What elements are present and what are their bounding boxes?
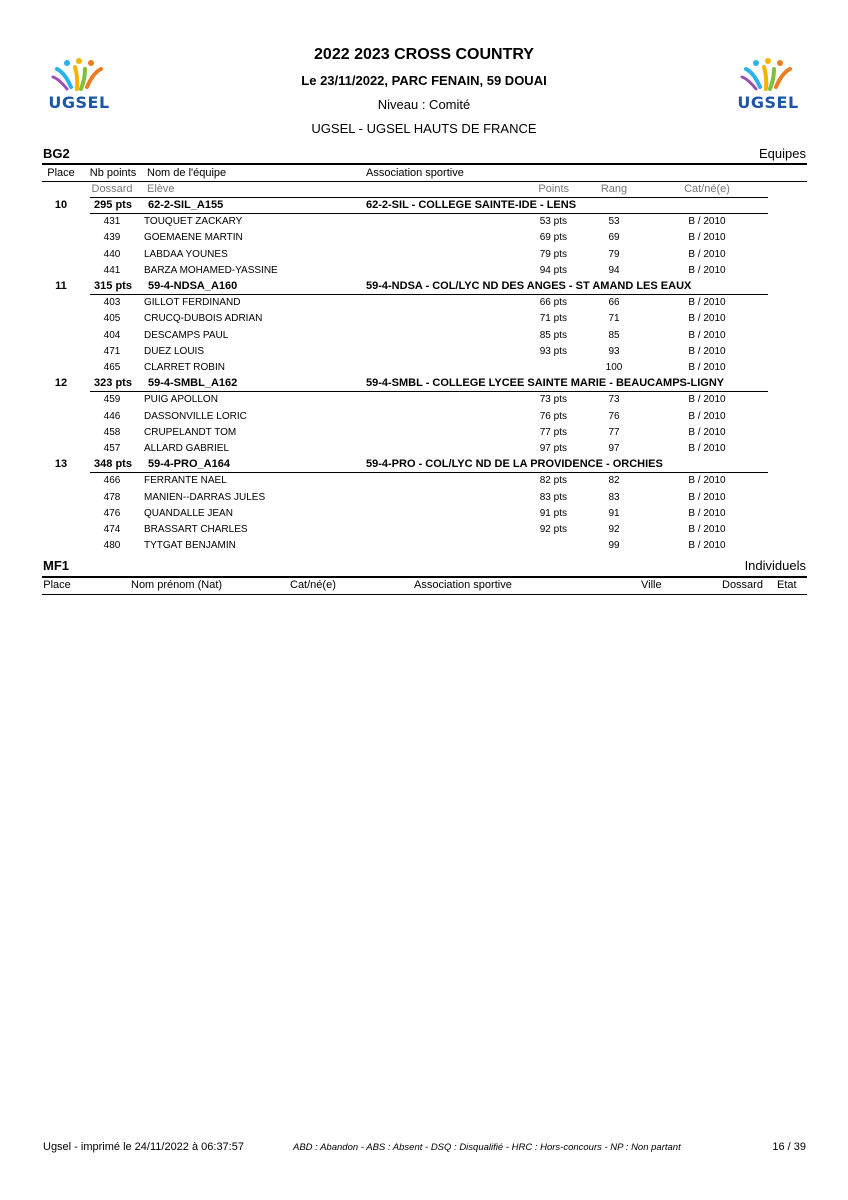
member-rang: 100 (605, 362, 623, 373)
team-association: 59-4-NDSA - COL/LYC ND DES ANGES - ST AMAND LES EAUX (366, 280, 692, 292)
member-points: 97 pts (539, 443, 567, 454)
subcol-eleve: Elève (147, 183, 175, 195)
member-name: DASSONVILLE LORIC (144, 410, 247, 422)
member-dossard: 465 (103, 362, 121, 373)
member-dossard: 476 (103, 507, 121, 519)
col2-etat: Etat (777, 579, 797, 591)
col-asso: Association sportive (366, 167, 464, 179)
member-row (0, 330, 848, 346)
logo-text: UGSEL (48, 93, 110, 112)
member-points: 91 pts (539, 507, 567, 519)
subheader-divider (90, 197, 768, 198)
member-rang: 91 (608, 507, 620, 519)
team-place: 11 (55, 280, 67, 292)
member-dossard: 478 (103, 491, 121, 503)
member-name: TYTGAT BENJAMIN (144, 540, 236, 552)
team-row-divider (90, 472, 768, 473)
page-title: 2022 2023 CROSS COUNTRY (314, 46, 534, 63)
member-category: B / 2010 (688, 362, 726, 373)
member-category: B / 2010 (688, 540, 726, 552)
member-rang: 97 (608, 443, 620, 454)
col2-asso: Association sportive (414, 579, 512, 591)
member-category: B / 2010 (688, 491, 726, 503)
member-points: 73 pts (539, 394, 567, 406)
subcol-dossard: Dossard (91, 183, 133, 195)
member-dossard: 405 (103, 313, 121, 325)
team-name: 59-4-SMBL_A162 (148, 377, 238, 390)
member-name: FERRANTE NAEL (144, 475, 227, 487)
member-category: B / 2010 (688, 297, 726, 309)
member-name: LABDAA YOUNES (144, 248, 228, 260)
member-name: GILLOT FERDINAND (144, 297, 241, 309)
member-category: B / 2010 (688, 394, 726, 406)
col2-place: Place (43, 579, 71, 591)
member-category: B / 2010 (688, 216, 726, 228)
member-row (0, 540, 848, 556)
member-row (0, 313, 848, 329)
organizer-label: UGSEL - UGSEL HAUTS DE FRANCE (311, 121, 537, 136)
member-rang: 69 (608, 232, 620, 244)
team-row-divider (90, 294, 768, 295)
member-row (0, 346, 848, 362)
member-name: PUIG APOLLON (144, 394, 218, 406)
section-divider (42, 163, 807, 165)
member-rang: 76 (608, 410, 620, 422)
section-kind: Equipes (759, 146, 806, 161)
member-rang: 77 (608, 426, 620, 438)
team-points: 315 pts (94, 280, 132, 292)
member-dossard: 440 (103, 248, 121, 260)
member-points: 94 pts (539, 264, 567, 276)
member-points: 83 pts (539, 491, 567, 503)
member-category: B / 2010 (688, 426, 726, 438)
member-row (0, 475, 848, 491)
member-points: 93 pts (539, 345, 567, 357)
member-category: B / 2010 (688, 264, 726, 276)
member-row (0, 411, 848, 427)
member-category: B / 2010 (688, 232, 726, 244)
section2-code: MF1 (43, 558, 69, 573)
legend: ABD : Abandon - ABS : Absent - DSQ : Disqualifié - HRC : Hors-concours - NP : Non partant (293, 1142, 681, 1153)
member-dossard: 480 (103, 540, 121, 552)
member-row (0, 443, 848, 459)
member-name: ALLARD GABRIEL (144, 443, 230, 454)
member-rang: 79 (608, 248, 620, 260)
level-label: Niveau : Comité (377, 97, 471, 112)
subcol-cat: Cat/né(e) (684, 183, 730, 195)
member-row (0, 249, 848, 265)
member-category: B / 2010 (688, 507, 726, 519)
section-code: BG2 (43, 146, 70, 161)
member-name: BRASSART CHARLES (144, 524, 248, 535)
member-points: 66 pts (539, 297, 567, 309)
member-points: 85 pts (539, 329, 567, 341)
member-name: QUANDALLE JEAN (144, 507, 233, 519)
logo-text: UGSEL (737, 93, 799, 112)
member-name: DUEZ LOUIS (144, 345, 205, 357)
member-dossard: 439 (103, 232, 121, 244)
member-dossard: 466 (103, 475, 121, 487)
col2-cat: Cat/né(e) (290, 579, 336, 591)
member-rang: 82 (608, 475, 620, 487)
member-dossard: 459 (103, 394, 121, 406)
team-place: 10 (54, 199, 68, 211)
col2-dossard: Dossard (722, 579, 763, 591)
member-row (0, 216, 848, 232)
member-row (0, 265, 848, 281)
member-category: B / 2010 (688, 475, 726, 487)
col-points: Nb points (89, 167, 137, 179)
member-points: 69 pts (539, 232, 567, 244)
col-team: Nom de l'équipe (147, 167, 227, 179)
team-points: 323 pts (94, 377, 132, 390)
member-rang: 73 (608, 394, 620, 406)
subcol-points: Points (538, 183, 569, 195)
col2-ville: Ville (641, 579, 662, 591)
member-row (0, 297, 848, 313)
section2-header-divider (42, 594, 807, 595)
member-rang: 71 (608, 313, 620, 325)
section2-divider (42, 576, 807, 578)
team-place: 12 (54, 377, 68, 390)
member-rang: 53 (608, 216, 620, 228)
member-category: B / 2010 (688, 410, 726, 422)
team-points: 348 pts (94, 458, 132, 471)
print-info: Ugsel - imprimé le 24/11/2022 à 06:37:57 (43, 1141, 244, 1153)
member-rang: 92 (608, 524, 620, 535)
member-dossard: 441 (103, 264, 121, 276)
member-points: 71 pts (539, 313, 567, 325)
subcol-rang: Rang (600, 183, 628, 195)
member-category: B / 2010 (688, 443, 726, 454)
member-points: 76 pts (539, 410, 567, 422)
team-row-divider (90, 213, 768, 214)
team-points: 295 pts (94, 199, 132, 211)
member-points: 53 pts (539, 216, 567, 228)
member-rang: 85 (608, 329, 620, 341)
member-points: 77 pts (539, 426, 567, 438)
member-name: DESCAMPS PAUL (144, 329, 229, 341)
member-dossard: 446 (103, 410, 121, 422)
section2-kind: Individuels (744, 558, 806, 573)
member-rang: 83 (608, 491, 620, 503)
member-row (0, 362, 848, 378)
team-name: 59-4-NDSA_A160 (148, 280, 238, 292)
member-dossard: 471 (103, 345, 121, 357)
member-dossard: 431 (103, 216, 121, 228)
team-place: 13 (54, 458, 68, 471)
member-category: B / 2010 (688, 313, 726, 325)
member-rang: 93 (608, 345, 620, 357)
page-number: 16 / 39 (772, 1141, 806, 1153)
event-subtitle: Le 23/11/2022, PARC FENAIN, 59 DOUAI (301, 73, 547, 88)
member-points: 79 pts (539, 248, 567, 260)
team-name: 59-4-PRO_A164 (148, 458, 230, 471)
member-dossard: 474 (103, 524, 121, 535)
member-dossard: 458 (103, 426, 121, 438)
team-association: 59-4-PRO - COL/LYC ND DE LA PROVIDENCE - ORCHIES (366, 458, 663, 471)
member-category: B / 2010 (688, 248, 726, 260)
member-dossard: 404 (103, 329, 121, 341)
member-name: CLARRET ROBIN (144, 362, 225, 373)
header-divider (42, 181, 807, 182)
col-place: Place (47, 167, 75, 179)
team-name: 62-2-SIL_A155 (148, 199, 224, 211)
member-name: TOUQUET ZACKARY (144, 216, 243, 228)
member-row (0, 492, 848, 508)
member-rang: 99 (608, 540, 620, 552)
member-rang: 66 (608, 297, 620, 309)
team-row-divider (90, 391, 768, 392)
member-row (0, 427, 848, 443)
member-category: B / 2010 (688, 345, 726, 357)
member-dossard: 457 (103, 443, 121, 454)
member-dossard: 403 (103, 297, 121, 309)
member-name: BARZA MOHAMED-YASSINE (144, 264, 278, 276)
member-points: 82 pts (539, 475, 567, 487)
member-row (0, 394, 848, 410)
team-association: 59-4-SMBL - COLLEGE LYCEE SAINTE MARIE - BEAUCAMPS-LIGNY (366, 377, 725, 390)
member-name: GOEMAENE MARTIN (144, 232, 243, 244)
member-name: MANIEN--DARRAS JULES (144, 491, 266, 503)
member-points: 92 pts (539, 524, 567, 535)
col2-name: Nom prénom (Nat) (131, 579, 223, 591)
member-row (0, 232, 848, 248)
member-category: B / 2010 (688, 329, 726, 341)
member-row (0, 508, 848, 524)
member-rang: 94 (608, 264, 620, 276)
team-association: 62-2-SIL - COLLEGE SAINTE-IDE - LENS (366, 199, 577, 211)
member-name: CRUPELANDT TOM (144, 426, 237, 438)
member-name: CRUCQ-DUBOIS ADRIAN (144, 313, 263, 325)
member-row (0, 524, 848, 540)
member-category: B / 2010 (688, 524, 726, 535)
